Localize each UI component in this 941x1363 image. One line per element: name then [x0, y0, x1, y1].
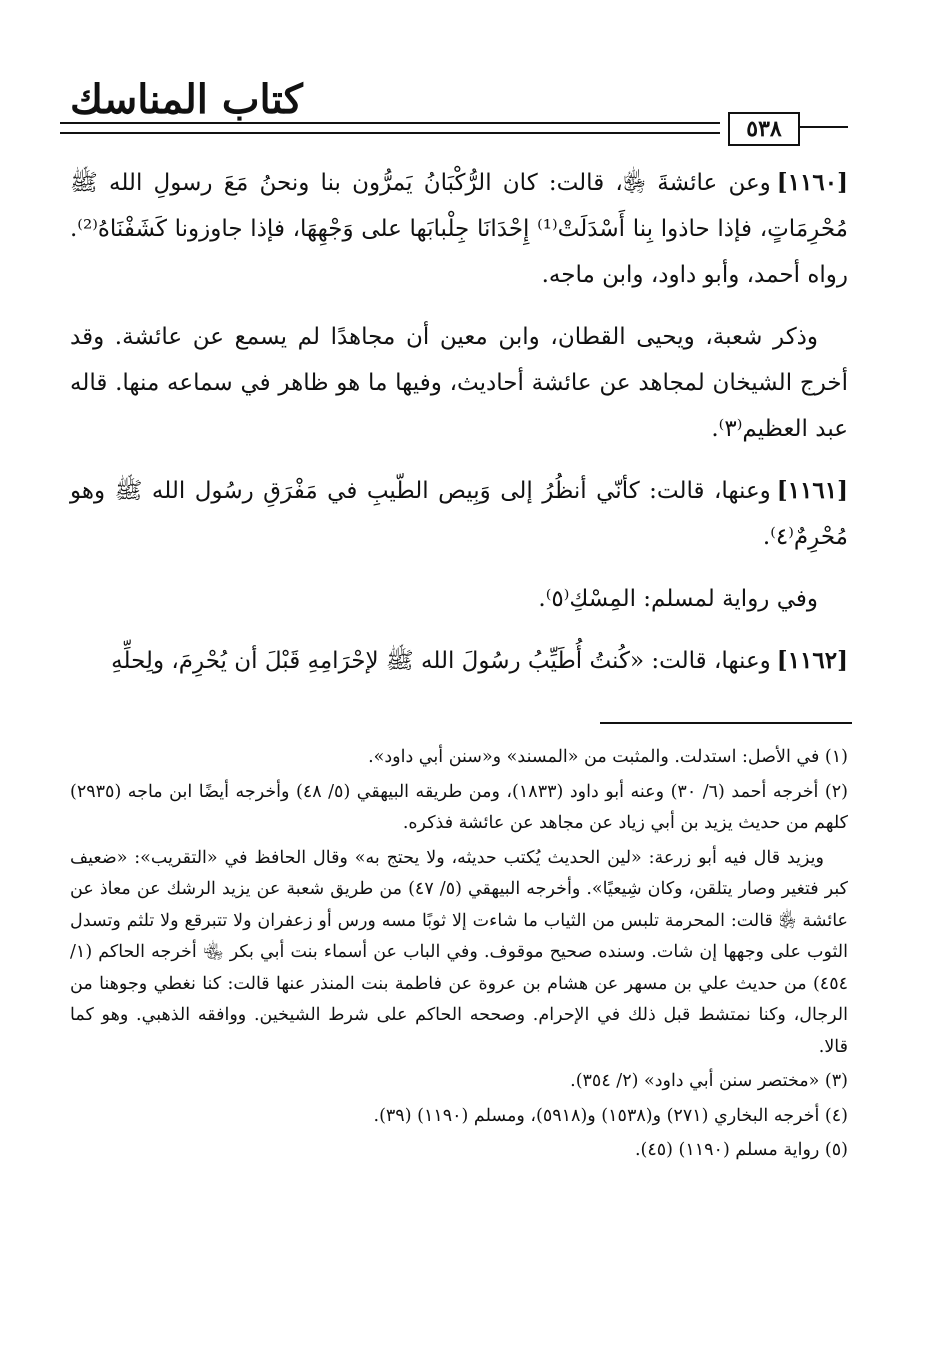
footnotes: [70, 742, 848, 1170]
header-rule-tail: [800, 126, 848, 128]
commentary-paragraph: وذكر شعبة، ويحيى القطان، وابن معين أن مجاهدًا لم يسمع عن عائشة. وقد أخرج الشيخان لمجاهد عن عائشة أحاديث، وفيها ما هو ظاهر في سماعه منها. قاله عبد العظيم⁽٣⁾.: [70, 324, 848, 442]
hadith-1161: [70, 468, 848, 560]
hadith-1160: [70, 160, 848, 298]
footnote-5: (٥) رواية مسلم (١١٩٠) (٤٥).: [634, 1140, 848, 1160]
footnote-separator: [600, 722, 852, 724]
riwaya-paragraph: وفي رواية لمسلم: المِسْكِ⁽٥⁾.: [538, 586, 818, 612]
chapter-title: كتاب المناسك: [70, 76, 303, 123]
footnote-1: (١) في الأصل: استدلت. والمثبت من «المسند» و«سنن أبي داود».: [368, 747, 848, 767]
main-text: [70, 160, 848, 700]
hadith-text: وعن عائشةَ ﵂، قالت: كان الرُّكْبَانُ يَمرُّون بنا ونحنُ مَعَ رسولِ الله ﷺ مُحْرِمَاتٍ، فإذا حاذوا بِنا أَسْدَلَتْ⁽¹⁾ إِحْدَانَا جِلْبابَها على وَجْهِهَا، فإذا جاوزونا كَشَفْنَاهُ⁽²⁾. رواه أحمد، وأبو داود، وابن ماجه.: [70, 170, 848, 288]
hadith-text: وعنها، قالت: كأنّي أنظُرُ إلى وَبِيص الطّيبِ في مَفْرَقِ رسُول الله ﷺ وهو مُحْرِمٌ⁽٤⁾.: [70, 478, 848, 550]
hadith-1162: [70, 638, 848, 684]
page-number: ٥٣٨: [728, 112, 800, 146]
hadith-number: [١١٦٢]: [776, 647, 848, 674]
footnote-2-continued: ويزيد قال فيه أبو زرعة: «لين الحديث يُكتب حديثه، ولا يحتج به» وقال الحافظ في «التقريب»: «ضعيف كبر فتغير وصار يتلقن، وكان شِيعيًا». وأخرجه البيهقي (٥/ ٤٧) من طريق شعبة عن يزيد الرشك عن معاذ عن عائشة ﵂ قالت: المحرمة تلبس من الثياب ما شاءت إلا ثوبًا مسه ورس أو زعفران ولا تتبرقع ولا تلثم وتسدل الثوب على وجهها إن شات. وسنده صحيح موقوف. وفي الباب عن أسماء بنت أبي بكر ﵄ أخرجه الحاكم (١/ ٤٥٤) من حديث علي بن مسهر عن هشام بن عروة عن فاطمة بنت المنذر عنها قالت: كنا نغطي وجوهنا من الرجال، وكنا نمتشط قبل ذلك في الإحرام. وصححه الحاكم على شرط الشيخين. ووافقه الذهبي. وهو كما قالا.: [70, 847, 848, 1057]
footnote-3: (٣) «مختصر سنن أبي داود» (٢/ ٣٥٤).: [570, 1071, 848, 1091]
hadith-number: [١١٦٠]: [776, 169, 848, 196]
hadith-number: [١١٦١]: [776, 477, 848, 504]
header-double-rule: [60, 122, 720, 134]
hadith-text: وعنها، قالت: «كُنتُ أُطَيِّبُ رسُولَ الله ﷺ لإحْرَامِهِ قَبْلَ أن يُحْرِمَ، ولِحلِّهِ: [111, 648, 771, 674]
footnote-2: (٢) أخرجه أحمد (٦/ ٣٠) وعنه أبو داود (١٨٣٣)، ومن طريقه البيهقي (٥/ ٤٨) وأخرجه أيضًا ابن ماجه (٢٩٣٥) كلهم من حديث يزيد بن أبي زياد عن مجاهد عن عائشة فذكره.: [70, 781, 848, 833]
footnote-4: (٤) أخرجه البخاري (٢٧١) و(١٥٣٨) و(٥٩١٨)، ومسلم (١١٩٠) (٣٩).: [373, 1105, 848, 1126]
